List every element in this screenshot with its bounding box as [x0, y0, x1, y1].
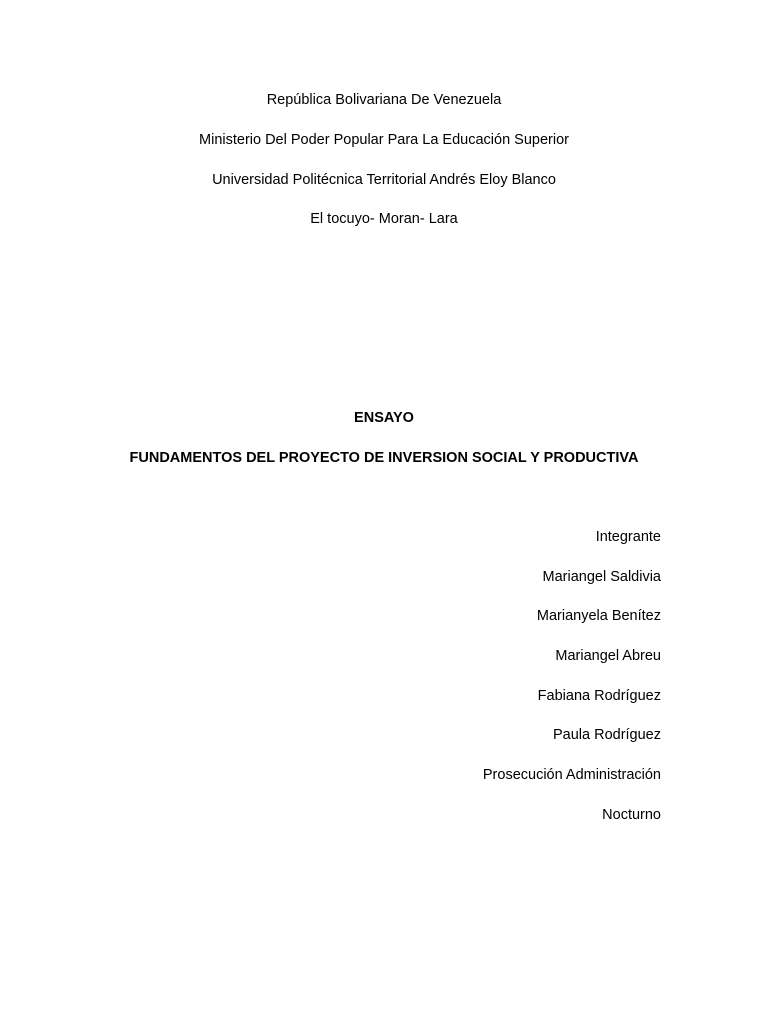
member-name: Paula Rodríguez	[552, 727, 661, 743]
header-university: Universidad Politécnica Territorial Andrés Eloy Blanco	[212, 172, 556, 188]
member-name: Fabiana Rodríguez	[537, 688, 661, 704]
header-location: El tocuyo- Moran- Lara	[310, 211, 458, 227]
member-name: Marianyela Benítez	[536, 608, 661, 624]
program-shift: Nocturno	[602, 807, 661, 823]
member-name: Mariangel Abreu	[555, 648, 661, 664]
members-heading: Integrante	[595, 529, 661, 545]
document-title: FUNDAMENTOS DEL PROYECTO DE INVERSION SOCIAL Y PRODUCTIVA	[129, 450, 639, 466]
program-name: Prosecución Administración	[482, 767, 661, 783]
header-country: República Bolivariana De Venezuela	[266, 92, 502, 108]
document-type: ENSAYO	[354, 410, 414, 426]
header-ministry: Ministerio Del Poder Popular Para La Educación Superior	[199, 132, 569, 148]
member-name: Mariangel Saldivia	[542, 569, 661, 585]
